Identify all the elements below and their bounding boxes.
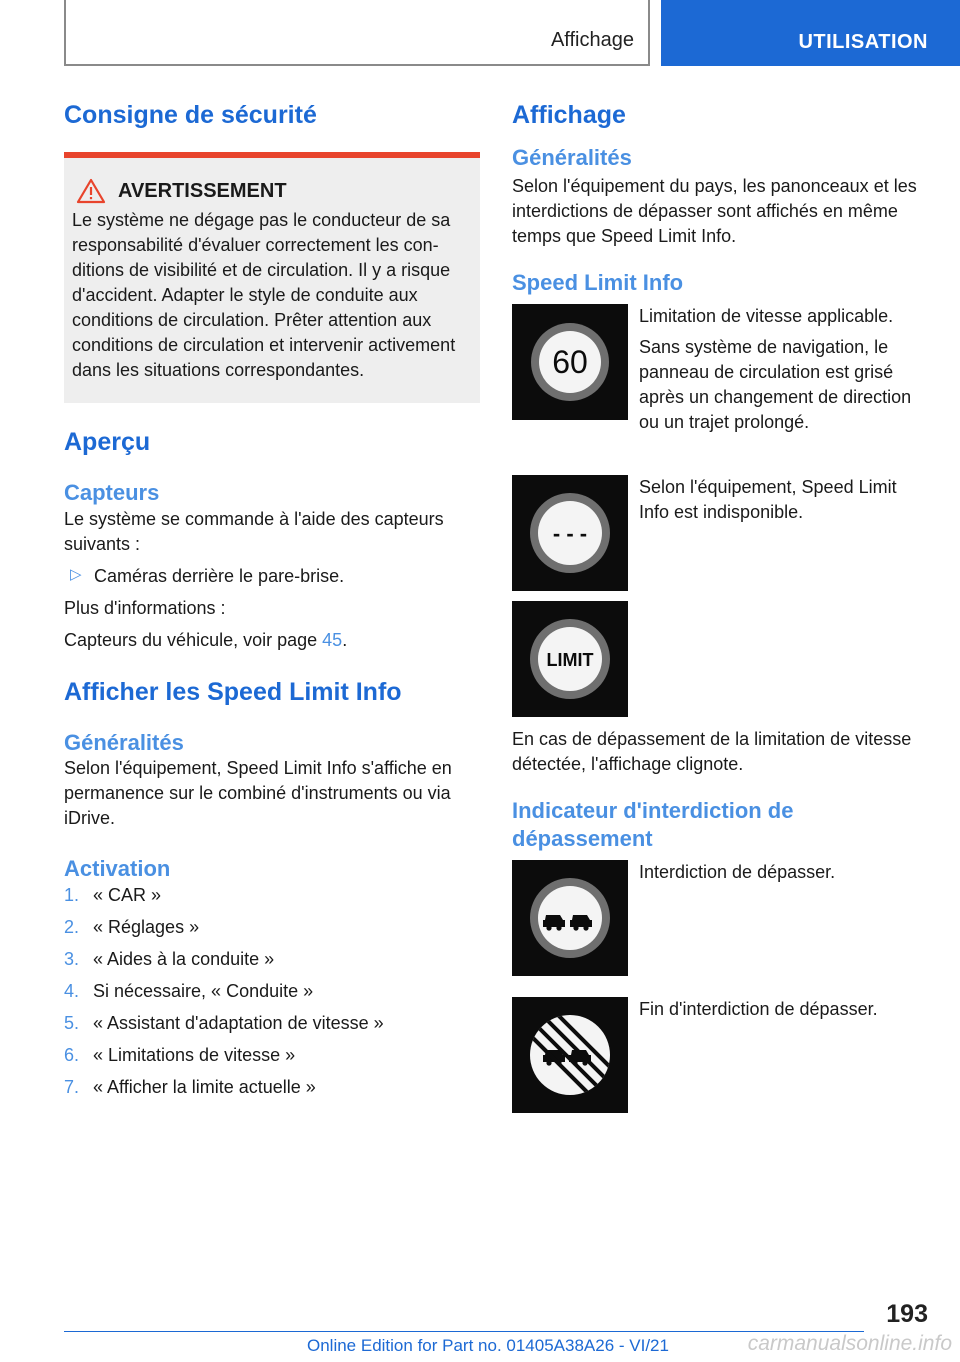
step-number: 5. [64, 1012, 80, 1033]
list-item [64, 883, 480, 908]
footer-edition: Online Edition for Part no. 01405A38A26 - VI/21 [307, 1336, 669, 1355]
right-column [512, 100, 922, 1113]
warning-title: AVERTISSEMENT [118, 179, 287, 202]
step-number: 2. [64, 916, 80, 937]
speed-60-sign-icon [512, 304, 628, 420]
step-number: 3. [64, 948, 80, 969]
step-text: « Limitations de vitesse » [93, 1044, 296, 1065]
step-text: Si nécessaire, « Conduite » [93, 980, 314, 1001]
end-no-overtake-description [639, 997, 878, 1113]
step-number: 6. [64, 1044, 80, 1065]
sign-60-text-2: Sans système de navigation, le panneau de circulation est grisé après un changement de direction ou un trajet prolongé. [639, 337, 912, 432]
list-item [64, 1075, 480, 1100]
footer-watermark: carmanualsonline.info [747, 1332, 952, 1355]
no-overtaking-sign-image [512, 860, 628, 976]
exceed-text: En cas de dépassement de la limitation de vitesse détectée, l'affichage clignote. [512, 729, 912, 774]
list-item [64, 1043, 480, 1068]
sign-60-text-1: Limitation de vitesse applicable. [639, 306, 894, 326]
sli-heading: Speed Limit Info [512, 269, 684, 295]
page-number: 193 [886, 1300, 928, 1328]
limit-label: LIMIT [546, 650, 594, 670]
sign-row-no-overtake [512, 860, 922, 976]
sensors-reference-text: Capteurs du véhicule, voir page [64, 629, 323, 650]
speed-60-sign-image [512, 304, 628, 420]
bullet-triangle-icon: ▷ [70, 565, 82, 583]
step-number: 7. [64, 1076, 80, 1097]
header-section-box [64, 0, 650, 66]
sign-row-dash [512, 475, 922, 591]
list-item [64, 947, 480, 972]
limit-sign-icon [512, 601, 628, 717]
no-overtake-description [639, 860, 835, 976]
sign-row-end-no-overtake [512, 997, 922, 1113]
step-text: « CAR » [93, 884, 162, 905]
end-no-overtaking-sign-image [512, 997, 628, 1113]
show-sli-heading: Afficher les Speed Limit Info [64, 677, 402, 706]
sensors-page-link[interactable]: 45 [322, 629, 343, 650]
left-general-text: Selon l'équipement, Speed Limit Info s'affiche en permanence sur le combiné d'instruments ou via iDrive. [64, 758, 452, 828]
unavailable-label: - - - [552, 521, 588, 546]
unavailable-sign-image [512, 475, 628, 591]
sensors-text: Le système se commande à l'aide des capteurs suivants : [64, 508, 444, 554]
header-chapter-tab [661, 0, 960, 66]
sign-dash-text: Selon l'équipement, Speed Limit Info est indisponible. [639, 477, 897, 522]
display-heading: Affichage [512, 101, 626, 129]
list-item [64, 979, 480, 1004]
overview-heading: Aperçu [64, 428, 151, 456]
sensors-reference [64, 628, 480, 653]
step-text: « Aides à la conduite » [93, 948, 275, 969]
sensors-bullet-item [64, 564, 480, 589]
end-no-overtaking-sign-icon [512, 997, 628, 1113]
sensors-bullet-text: Caméras derrière le pare-brise. [94, 565, 345, 586]
overtake-heading: Indicateur d'interdiction de dépassement [512, 798, 794, 851]
limit-sign-image [512, 601, 628, 717]
header-chapter-title: UTILISATION [798, 31, 928, 53]
footer-divider [64, 1331, 864, 1332]
left-general-heading: Généralités [64, 729, 184, 755]
sign-row-limit [512, 601, 922, 717]
left-column [64, 100, 480, 1107]
activation-steps-list [64, 883, 480, 1100]
safety-heading: Consigne de sécurité [64, 101, 317, 129]
sign-row-60 [512, 304, 922, 441]
speed-60-label: 60 [552, 344, 588, 380]
right-general-text: Selon l'équipement du pays, les panonceaux et les interdictions de dépasser sont affichés en même temps que Speed Limit Info. [512, 175, 917, 246]
sign-dash-description [639, 475, 922, 591]
more-info-text: Plus d'informations : [64, 597, 226, 618]
header-section-title: Affichage [550, 29, 634, 51]
no-overtake-text: Interdiction de dépasser. [639, 862, 836, 882]
list-item [64, 1011, 480, 1036]
no-overtaking-sign-icon [512, 860, 628, 976]
list-item [64, 915, 480, 940]
step-text: « Afficher la limite actuelle » [93, 1076, 316, 1097]
warning-title-row [72, 178, 472, 204]
activation-heading: Activation [64, 856, 171, 881]
step-number: 1. [64, 884, 80, 905]
warning-triangle-icon [76, 178, 106, 204]
end-no-overtake-text: Fin d'interdiction de dépasser. [639, 999, 878, 1019]
sign-60-description [639, 304, 922, 441]
warning-box [64, 152, 480, 403]
step-text: « Assistant d'adaptation de vitesse » [93, 1012, 384, 1033]
step-number: 4. [64, 980, 80, 1001]
sensors-heading: Capteurs [64, 480, 160, 505]
warning-text: Le système ne dégage pas le conducteur de sa responsabilité d'évaluer correctement les conditions de visibilité et de circulation. Il y a risque d'accident. Adapter le style de conduite aux conditions de circulation. Prêter attention aux conditions de circulation et intervenir activement dans les situations correspondantes. [72, 210, 456, 380]
sensors-reference-end: . [342, 629, 348, 650]
step-text: « Réglages » [93, 916, 200, 937]
unavailable-sign-icon [512, 475, 628, 591]
right-general-heading: Généralités [512, 145, 632, 170]
